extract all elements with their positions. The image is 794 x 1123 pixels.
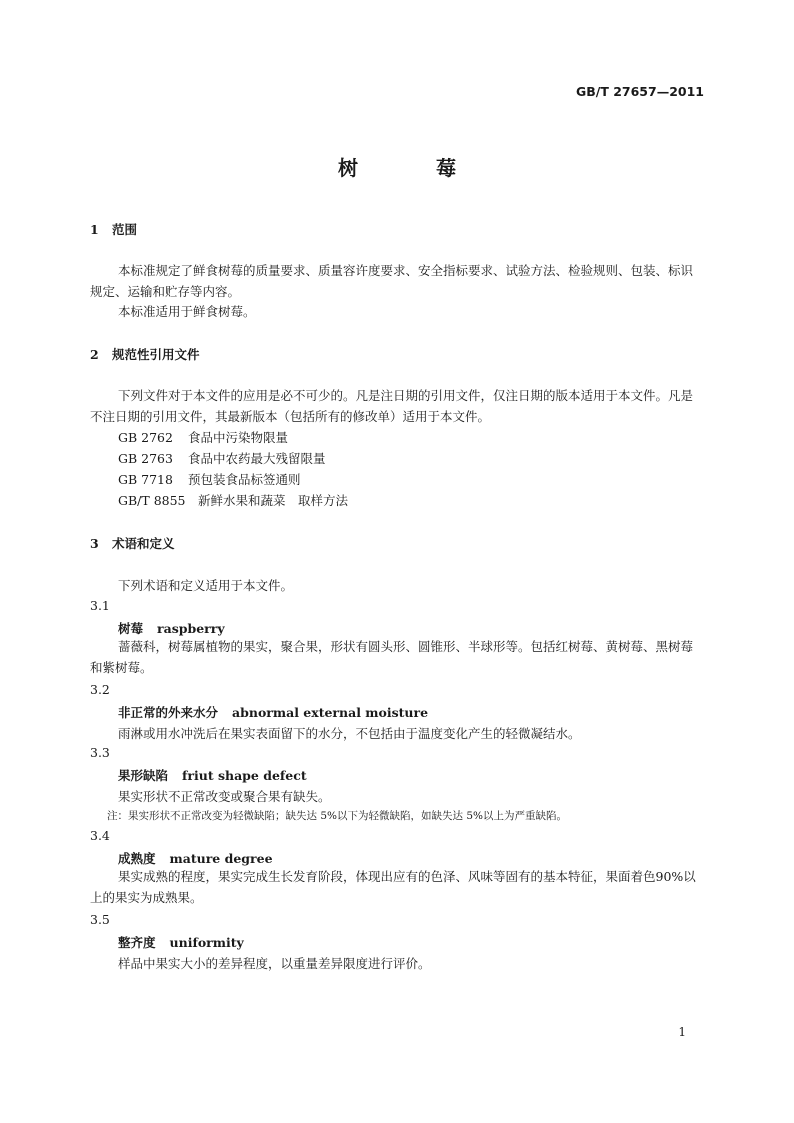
section-1-paragraph-2: 本标准适用于鲜食树莓。	[118, 304, 256, 319]
reference-item	[118, 449, 326, 467]
reference-title: 预包装食品标签通则	[188, 472, 301, 487]
section-2-title: 规范性引用文件	[112, 347, 200, 362]
term-english: raspberry	[157, 621, 225, 636]
section-2-paragraph-1: 下列文件对于本文件的应用是必不可少的。凡是注日期的引用文件，仅注日期的版本适用于本文件。凡是不注日期的引用文件，其最新版本（包括所有的修改单）适用于本文件。	[90, 388, 694, 424]
term-english: abnormal external moisture	[232, 705, 429, 720]
document-title	[0, 152, 794, 181]
term-english: mature degree	[169, 851, 273, 866]
title-char-1: 树	[338, 156, 358, 180]
term-chinese: 树莓	[118, 621, 144, 636]
reference-item	[118, 470, 301, 488]
term-heading	[118, 933, 244, 951]
reference-code: GB 7718	[118, 472, 173, 487]
term-heading	[118, 849, 273, 867]
term-number: 3.1	[90, 598, 110, 613]
title-char-2: 莓	[436, 156, 456, 180]
term-definition: 果实形状不正常改变或聚合果有缺失。	[118, 789, 331, 804]
section-2-number: 2	[90, 347, 99, 362]
section-1-title: 范围	[112, 222, 138, 237]
reference-item	[118, 491, 348, 509]
reference-code: GB 2762	[118, 430, 173, 445]
term-english: friut shape defect	[182, 768, 307, 783]
section-3-heading	[90, 534, 175, 552]
section-1-heading	[90, 220, 137, 238]
term-chinese: 成熟度	[118, 851, 156, 866]
term-heading	[118, 703, 428, 721]
reference-code: GB 2763	[118, 451, 173, 466]
reference-title: 新鲜水果和蔬菜 取样方法	[198, 493, 349, 508]
term-definition: 蔷薇科，树莓属植物的果实，聚合果，形状有圆头形、圆锥形、半球形等。包括红树莓、黄树莓、黑树莓和紫树莓。	[90, 639, 694, 675]
page-number: 1	[678, 1025, 686, 1039]
term-chinese: 整齐度	[118, 935, 156, 950]
section-1-paragraph-1: 本标准规定了鲜食树莓的质量要求、质量容许度要求、安全指标要求、试验方法、检验规则、包装、标识规定、运输和贮存等内容。	[90, 263, 694, 299]
term-number: 3.3	[90, 745, 110, 760]
reference-title: 食品中农药最大残留限量	[188, 451, 326, 466]
term-number: 3.5	[90, 912, 110, 927]
section-3-number: 3	[90, 536, 99, 551]
reference-code: GB/T 8855	[118, 493, 186, 508]
term-definition: 果实成熟的程度，果实完成生长发育阶段，体现出应有的色泽、风味等固有的基本特征，果面着色90%以上的果实为成熟果。	[90, 869, 696, 905]
section-3-paragraph-1: 下列术语和定义适用于本文件。	[118, 578, 294, 593]
term-definition: 样品中果实大小的差异程度，以重量差异限度进行评价。	[118, 956, 431, 971]
term-note: 注：果实形状不正常改变为轻微缺陷；缺失达 5%以下为轻微缺陷，如缺失达 5%以上为严重缺陷。	[107, 810, 567, 822]
term-heading	[118, 766, 307, 784]
reference-title: 食品中污染物限量	[188, 430, 289, 445]
term-chinese: 果形缺陷	[118, 768, 169, 783]
term-chinese: 非正常的外来水分	[118, 705, 219, 720]
section-2-heading	[90, 345, 200, 363]
section-1-number: 1	[90, 222, 99, 237]
term-english: uniformity	[169, 935, 244, 950]
term-definition: 雨淋或用水冲洗后在果实表面留下的水分，不包括由于温度变化产生的轻微凝结水。	[118, 726, 581, 741]
standard-number: GB/T 27657—2011	[575, 84, 704, 99]
term-heading	[118, 619, 225, 637]
reference-item	[118, 428, 288, 446]
term-number: 3.4	[90, 828, 110, 843]
term-number: 3.2	[90, 682, 110, 697]
section-3-title: 术语和定义	[112, 536, 175, 551]
